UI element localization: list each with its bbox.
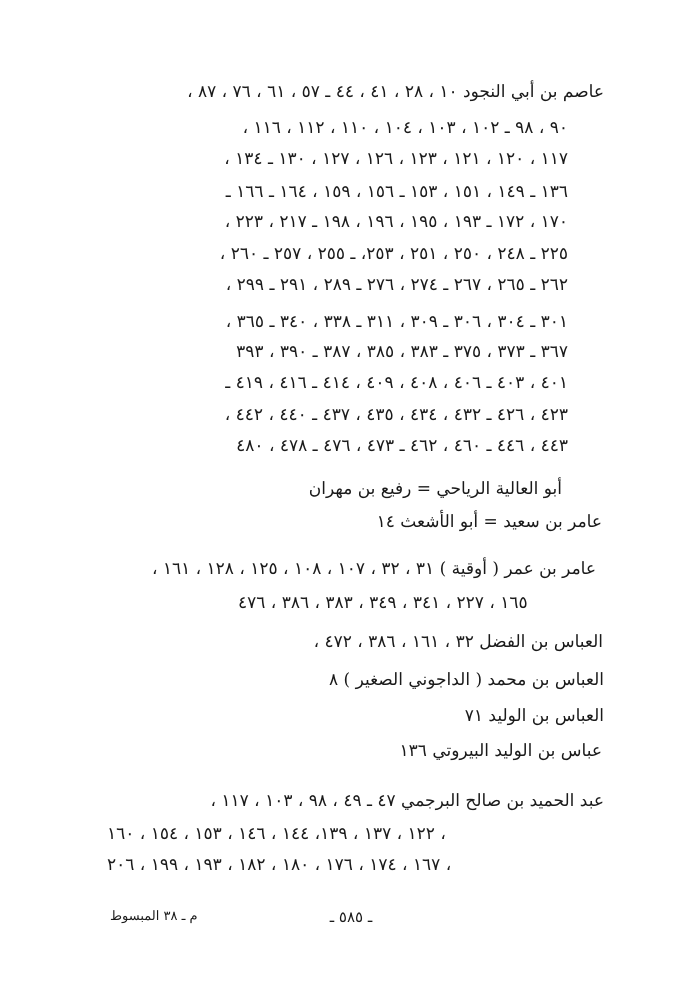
index-line: عبد الحميد بن صالح البرجمي ٤٧ ـ ٤٩ ، ٩٨ ، ١٠٣ ، ١١٧ ،	[210, 791, 604, 811]
index-entry-heading: أبو العالية الرياحي = رفيع بن مهران	[308, 479, 562, 499]
index-entry-heading: العباس بن محمد ( الداجوني الصغير ) ٨	[329, 670, 604, 690]
index-line: ١٧٠ ، ١٧٢ ـ ١٩٣ ، ١٩٥ ، ١٩٦ ، ١٩٨ ـ ٢١٧ ، ٢٢٣ ،	[224, 212, 568, 232]
page-number: ـ ٥٨٥ ـ	[329, 908, 373, 926]
index-line: ١٦٧ ، ١٧٤ ، ١٧٦ ، ١٨٠ ، ١٨٢ ، ١٩٣ ، ١٩٩ ، ٢٠٦ ،	[107, 855, 452, 875]
index-line: ٢٦٢ ـ ٢٦٥ ، ٢٦٧ ـ ٢٧٤ ، ٢٧٦ ـ ٢٨٩ ، ٢٩١ ـ ٢٩٩ ،	[225, 275, 568, 295]
page-footer	[0, 905, 692, 929]
index-line: ٣٦٧ ـ ٣٧٣ ، ٣٧٥ ـ ٣٨٣ ، ٣٨٥ ، ٣٨٧ ـ ٣٩٠ ، ٣٩٣	[236, 342, 568, 362]
index-line: ٣٠١ ـ ٣٠٤ ، ٣٠٦ ـ ٣٠٩ ، ٣١١ ـ ٣٣٨ ، ٣٤٠ ـ ٣٦٥ ،	[225, 312, 568, 332]
index-entry-heading: عامر بن سعيد = أبو الأشعث ١٤	[376, 512, 602, 532]
index-entry-heading: العباس بن الوليد ٧١	[464, 706, 604, 726]
index-line: ٤٤٣ ، ٤٤٦ ـ ٤٦٠ ، ٤٦٢ ـ ٤٧٣ ، ٤٧٦ ـ ٤٧٨ ، ٤٨٠	[236, 436, 568, 456]
index-line: ١٦٥ ، ٢٢٧ ، ٣٤١ ، ٣٤٩ ، ٣٨٣ ، ٣٨٦ ، ٤٧٦	[238, 593, 528, 613]
index-entry-heading: عباس بن الوليد البيروتي ١٣٦	[399, 741, 602, 761]
index-line: ٤٠١ ، ٤٠٣ ـ ٤٠٦ ، ٤٠٨ ، ٤٠٩ ، ٤١٤ ـ ٤١٦ ، ٤١٩ ـ	[225, 373, 568, 393]
index-line: ١٢٢ ، ١٣٧ ، ١٣٩، ١٤٤ ، ١٤٦ ، ١٥٣ ، ١٥٤ ، ١٦٠ ،	[107, 824, 446, 844]
index-line: ٩٠ ، ٩٨ ـ ١٠٢ ، ١٠٣ ، ١٠٤ ، ١١٠ ، ١١٢ ، ١١٦ ،	[242, 118, 568, 138]
signature-mark: م ـ ٣٨ المبسوط	[110, 909, 198, 924]
index-line: ١١٧ ، ١٢٠ ، ١٢١ ، ١٢٣ ، ١٢٦ ، ١٢٧ ، ١٣٠ ـ ١٣٤ ،	[224, 149, 568, 169]
index-line: ١٣٦ ـ ١٤٩ ، ١٥١ ، ١٥٣ ـ ١٥٦ ، ١٥٩ ، ١٦٤ ـ ١٦٦ ـ	[225, 182, 568, 202]
index-line: ٤٢٣ ، ٤٢٦ ـ ٤٣٢ ، ٤٣٤ ، ٤٣٥ ، ٤٣٧ ـ ٤٤٠ ، ٤٤٢ ،	[224, 405, 568, 425]
index-line: عاصم بن أبي النجود ١٠ ، ٢٨ ، ٤١ ، ٤٤ ـ ٥٧ ، ٦١ ، ٧٦ ، ٨٧ ،	[187, 82, 604, 102]
index-line: عامر بن عمر ( أوقية ) ٣١ ، ٣٢ ، ١٠٧ ، ١٠٨ ، ١٢٥ ، ١٢٨ ، ١٦١ ،	[151, 559, 596, 579]
index-line: ٢٢٥ ـ ٢٤٨ ، ٢٥٠ ، ٢٥١ ، ٢٥٣، ـ ٢٥٥ ، ٢٥٧ ـ ٢٦٠ ،	[219, 244, 568, 264]
index-entry-heading: العباس بن الفضل ٣٢ ، ١٦١ ، ٣٨٦ ، ٤٧٢ ،	[313, 632, 603, 652]
